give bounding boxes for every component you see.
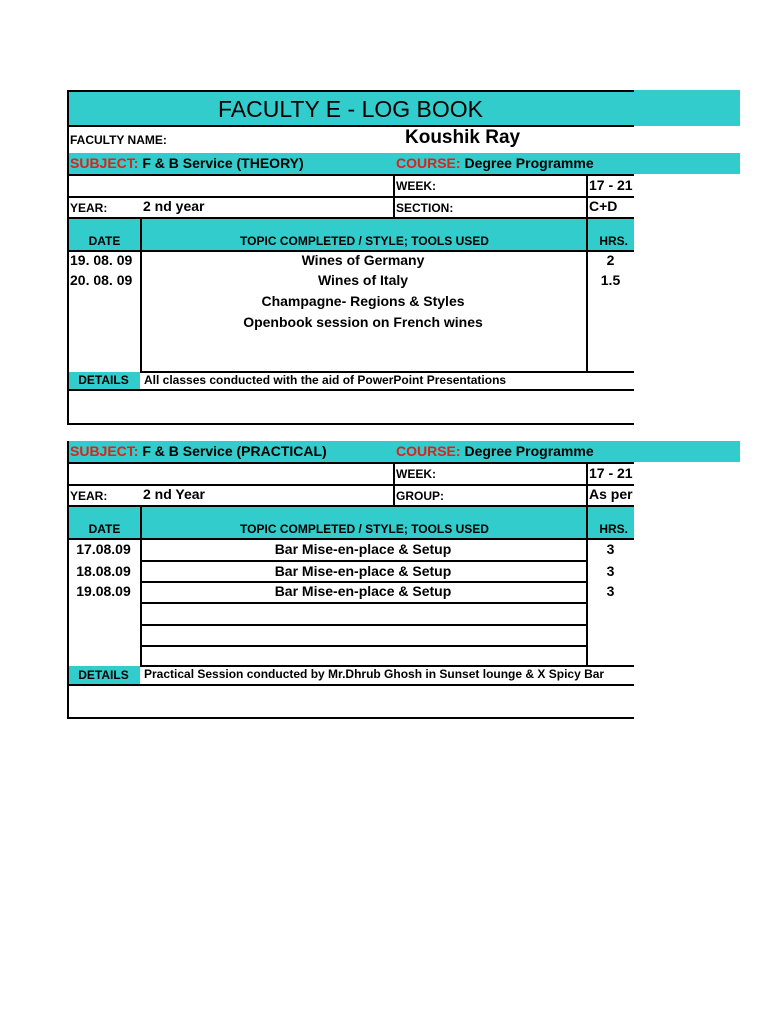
theory-col-divider-2 — [586, 218, 588, 372]
theory-week-label: WEEK: — [396, 179, 436, 193]
practical-group-value: As per — [589, 486, 633, 502]
practical-row-3-topic: Bar Mise-en-place & Setup — [274, 583, 452, 599]
theory-details-value: All classes conducted with the aid of PowerPoint Presentations — [144, 373, 507, 387]
practical-info-divider-2 — [586, 462, 588, 506]
practical-bottom-border — [67, 717, 634, 719]
practical-week-label: WEEK: — [396, 467, 436, 481]
practical-course-value: Degree Programme — [464, 443, 594, 459]
theory-week-row-top — [67, 174, 634, 176]
practical-row-2-date: 18.08.09 — [76, 563, 131, 579]
practical-header-date: DATE — [88, 522, 121, 536]
practical-course — [396, 443, 594, 459]
theory-details-label: DETAILS — [67, 372, 140, 389]
practical-group-label: GROUP: — [396, 489, 444, 503]
practical-info-divider-1 — [393, 462, 395, 506]
faculty-name-label: FACULTY NAME: — [70, 133, 167, 147]
practical-row-line-5 — [140, 645, 588, 647]
practical-subject — [70, 443, 327, 459]
practical-row-2-hrs: 3 — [606, 563, 615, 579]
practical-row-1-topic: Bar Mise-en-place & Setup — [274, 541, 452, 557]
page-title: FACULTY E - LOG BOOK — [218, 96, 483, 122]
practical-week-row-top — [67, 462, 634, 464]
theory-course-value: Degree Programme — [464, 155, 594, 171]
practical-left-border — [67, 441, 69, 719]
theory-header-topic: TOPIC COMPLETED / STYLE; TOOLS USED — [240, 234, 489, 248]
theory-year-label: YEAR: — [70, 201, 108, 215]
practical-subject-value: F & B Service (PRACTICAL) — [142, 443, 327, 459]
theory-left-border — [67, 90, 69, 425]
practical-row-1-hrs: 3 — [606, 541, 615, 557]
practical-details-label: DETAILS — [67, 666, 140, 684]
theory-header-hrs: HRS. — [599, 234, 628, 248]
theory-header-top-border — [67, 217, 634, 219]
practical-details-value: Practical Session conducted by Mr.Dhrub Ghosh in Sunset lounge & X Spicy Bar — [144, 667, 605, 681]
practical-row-line-3 — [140, 602, 588, 604]
theory-row-2-hrs: 1.5 — [600, 272, 621, 288]
practical-week-value: 17 - 21 — [589, 465, 633, 481]
theory-section-value: C+D — [589, 198, 618, 214]
practical-row-line-1 — [140, 560, 588, 562]
theory-row-1-topic: Wines of Germany — [301, 252, 425, 268]
practical-row-3-date: 19.08.09 — [76, 583, 131, 599]
theory-row-1-hrs: 2 — [606, 252, 615, 268]
practical-row-2-topic: Bar Mise-en-place & Setup — [274, 563, 452, 579]
theory-subject — [70, 155, 304, 171]
theory-row-3-topic: Champagne- Regions & Styles — [261, 293, 465, 309]
theory-row-1-date: 19. 08. 09 — [70, 252, 133, 268]
theory-year-value: 2 nd year — [143, 198, 205, 214]
faculty-name-value: Koushik Ray — [405, 127, 521, 148]
theory-course — [396, 155, 594, 171]
practical-subject-label: SUBJECT: — [70, 443, 139, 459]
theory-subject-value: F & B Service (THEORY) — [142, 155, 304, 171]
theory-header-date: DATE — [88, 234, 121, 248]
practical-row-line-4 — [140, 624, 588, 626]
practical-row-3-hrs: 3 — [606, 583, 615, 599]
practical-header-topic: TOPIC COMPLETED / STYLE; TOOLS USED — [240, 522, 489, 536]
theory-details-bottom-border — [67, 389, 634, 391]
title-top-border — [67, 90, 634, 92]
theory-subject-label: SUBJECT: — [70, 155, 139, 171]
theory-section-label: SECTION: — [396, 201, 454, 215]
practical-col-divider-2 — [586, 506, 588, 666]
theory-info-divider-2 — [586, 174, 588, 218]
theory-row-2-date: 20. 08. 09 — [70, 272, 133, 288]
practical-course-label: COURSE: — [396, 443, 461, 459]
theory-course-label: COURSE: — [396, 155, 461, 171]
theory-col-divider-1 — [140, 218, 142, 372]
faculty-row-top-border — [67, 125, 634, 127]
theory-week-value: 17 - 21 — [589, 177, 633, 193]
practical-header-top-border — [67, 505, 634, 507]
practical-col-divider-1 — [140, 506, 142, 666]
theory-info-divider-1 — [393, 174, 395, 218]
practical-details-bottom-border — [67, 684, 634, 686]
practical-header-bottom-border — [67, 538, 634, 540]
theory-row-2-topic: Wines of Italy — [317, 272, 409, 288]
practical-header-hrs: HRS. — [599, 522, 628, 536]
practical-year-value: 2 nd Year — [143, 486, 206, 502]
practical-row-1-date: 17.08.09 — [76, 541, 131, 557]
theory-bottom-border — [67, 423, 634, 425]
practical-year-label: YEAR: — [70, 489, 108, 503]
theory-row-4-topic: Openbook session on French wines — [243, 314, 483, 330]
